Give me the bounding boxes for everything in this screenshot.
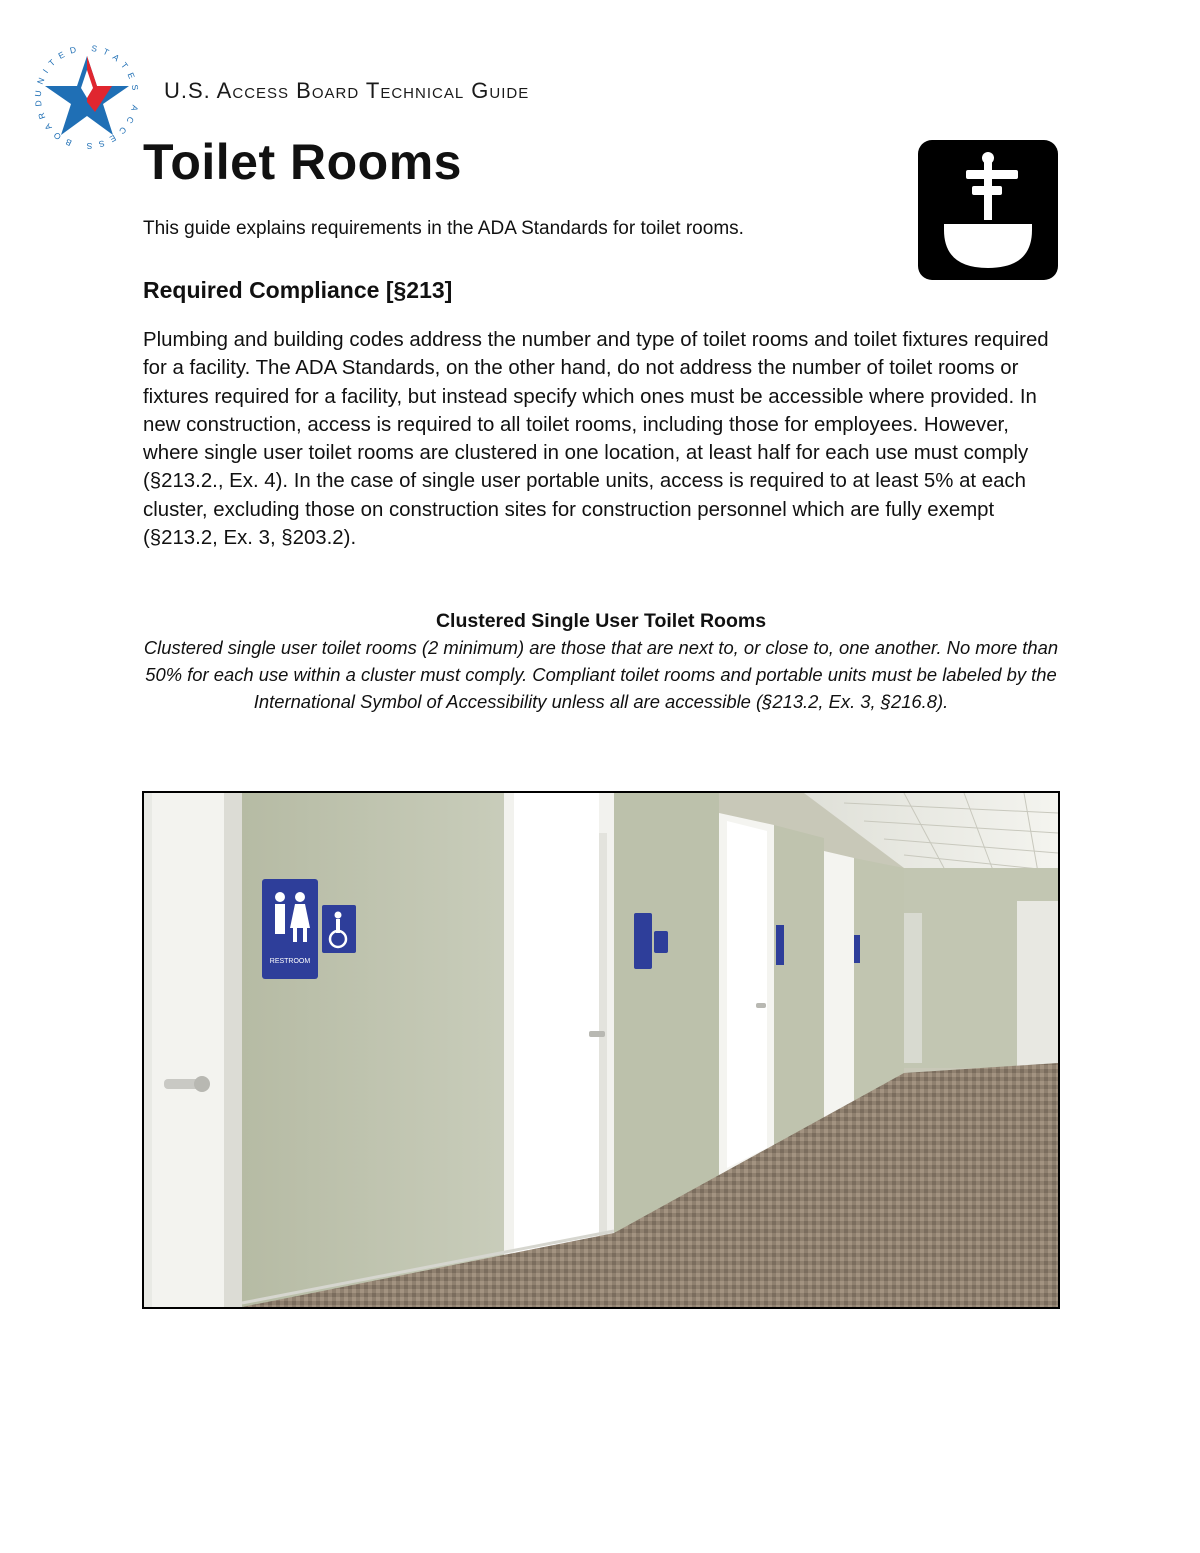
intro-text: This guide explains requirements in the ADA Standards for toilet rooms. — [143, 218, 744, 239]
hallway-restroom-doors-illustration — [144, 793, 1058, 1307]
callout-title: Clustered Single User Toilet Rooms — [435, 610, 767, 632]
header-title: U.S. Access Board Technical Guide — [164, 78, 530, 103]
toilet-room-pictogram — [918, 140, 1058, 280]
toilet-room-pictogram-icon — [918, 140, 1058, 280]
hallway-illustration — [142, 791, 1060, 1309]
section-heading: Required Compliance [§213] — [143, 277, 453, 303]
access-board-star-logo-icon — [30, 40, 144, 154]
logo-ring-text: UNITED STATES ACCESS BOARD — [32, 42, 142, 152]
callout-text: Clustered single user toilet rooms (2 minimum) are those that are next to, or close to, one another. No more than 50% for each use within a cluster must comply. Compliant toilet rooms and portable units must be labeled by the International Symbol of Accessibility unless all are accessible (§213.2, Ex. 3, §216.8). — [143, 637, 1059, 712]
access-board-logo — [30, 40, 144, 154]
page-title: Toilet Rooms — [143, 134, 462, 190]
restroom-sign-label: RESTROOM — [269, 958, 311, 965]
body-paragraph: Plumbing and building codes address the number and type of toilet rooms and toilet fixtures required for a facility. The ADA Standards, on the other hand, do not address the number of toilet rooms or fixtures required for a facility, but instead specify which ones must be accessible where provided. In new construction, access is required to all toilet rooms, including those for employees. However, where single user toilet rooms are clustered in one location, at least half for each use must comply (§213.2., Ex. 4). In the case of single user portable units, access is required to at least 5% at each cluster, excluding those on construction sites for construction personnel which are fully exempt (§213.2, Ex. 3, §203.2). — [143, 329, 1049, 550]
callout — [143, 608, 1059, 715]
